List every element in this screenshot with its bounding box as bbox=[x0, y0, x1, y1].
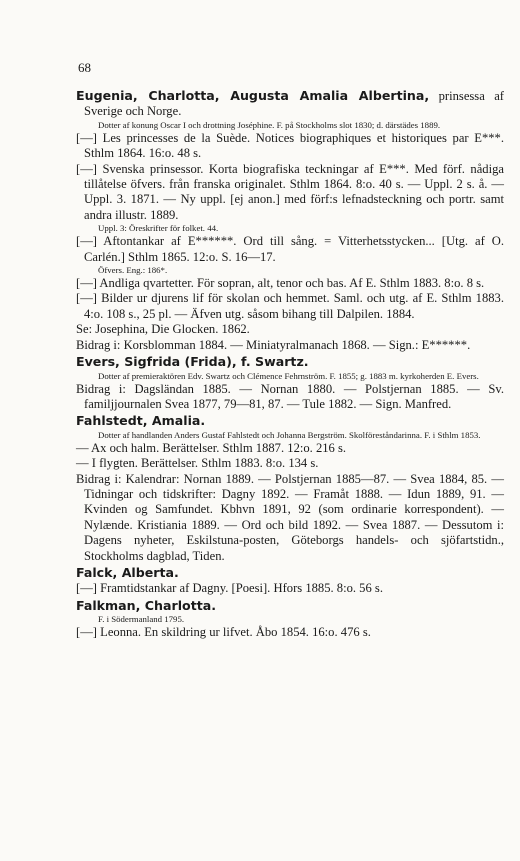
entry-name: Eugenia, Charlotta, Augusta Amalia Albertina, bbox=[76, 88, 430, 103]
entry-heading bbox=[76, 565, 504, 581]
work-item: — I flygten. Berättelser. Sthlm 1883. 8:o. 134 s. bbox=[76, 456, 319, 471]
entry-name: Evers, Sigfrida (Frida), f. Swartz. bbox=[76, 354, 309, 370]
entry-heading bbox=[76, 88, 504, 120]
page-number: 68 bbox=[78, 60, 91, 75]
biographical-note: Dotter af premieraktören Edv. Swartz och Clémence Fehrnström. F. 1855; g. 1883 m. kyrkoherden E. Evers. bbox=[98, 370, 479, 381]
work-item: [—] Leonna. En skildring ur lifvet. Åbo 1854. 16:o. 476 s. bbox=[76, 625, 371, 640]
edition-note: Uppl. 3: Öreskrifter för folket. 44. bbox=[98, 223, 219, 234]
biographical-note: Dotter af konung Oscar I och drottning Joséphine. F. på Stockholms slot 1830; d. därstädes 1889. bbox=[98, 119, 441, 130]
entry-falck bbox=[76, 565, 504, 597]
contributions: Bidrag i: Kalendrar: Nornan 1889. — Polstjernan 1885—87. — Svea 1884, 85. — Tidningar och tidskrifter: Dagny 1892. — Framåt 1888. — Idun 1889, 91. — Kvinden og Samfundet. Kbhvn 1891, 92 (som ordinarie korrespondent). — Nylænde. Kristiania 1889. — Ord och bild 1892. — Svea 1887. — Dessutom i: Dagens nyheter, Eskilstuna-posten, Göteborgs handels- och sjöfartstidn., Stockholms dagblad, Tiden. bbox=[76, 471, 504, 563]
work-item: [—] Andliga qvartetter. För sopran, alt, tenor och bas. Af E. Sthlm 1883. 8:o. 8 s. bbox=[76, 276, 485, 291]
work-item: [—] Les princesses de la Suède. Notices biographiques et historiques par E***. Sthlm 1864. 16:o. 48 s. bbox=[76, 130, 504, 161]
contributions: Bidrag i: Korsblomman 1884. — Miniatyralmanach 1868. — Sign.: E******. bbox=[76, 337, 471, 352]
work-item: [—] Svenska prinsessor. Korta biografiska teckningar af E***. Med förf. nådiga tillåtelse öfvers. från franska originalet. Sthlm 1864. 8:o. 40 s. — Uppl. 2 s. å. — Uppl. 3. 1871. — Ny uppl. [ej anon.] med förf:s lefnadsteckning och portr. samt andra illustr. 1889. bbox=[76, 161, 504, 222]
entry-evers bbox=[76, 354, 504, 412]
entry-title-rest: prinsessa af Sverige och Norge. bbox=[84, 89, 505, 119]
entry-name: Fahlstedt, Amalia. bbox=[76, 413, 206, 429]
biographical-note: F. i Södermanland 1795. bbox=[98, 614, 185, 625]
biographical-note: Dotter af handlanden Anders Gustaf Fahlstedt och Johanna Bergström. Skolföreståndarinna. F. i Sthlm 1853. bbox=[98, 429, 481, 440]
work-item: [—] Bilder ur djurens lif för skolan och hemmet. Saml. och utg. af E. Sthlm 1883. 4:o. 108 s., 25 pl. — Äfven utg. såsom bihang till Dalpilen. 1884. bbox=[76, 291, 504, 321]
entry-fahlstedt bbox=[76, 413, 504, 564]
entry-eugenia bbox=[76, 88, 504, 353]
entry-heading bbox=[76, 354, 504, 370]
entry-name: Falkman, Charlotta. bbox=[76, 597, 217, 613]
entry-heading bbox=[76, 598, 504, 614]
entry-name: Falck, Alberta. bbox=[76, 564, 179, 580]
page-content bbox=[76, 88, 504, 641]
work-item: [—] Framtidstankar af Dagny. [Poesi]. Hfors 1885. 8:o. 56 s. bbox=[76, 581, 383, 596]
work-item: — Ax och halm. Berättelser. Sthlm 1887. 12:o. 216 s. bbox=[76, 440, 347, 455]
work-item: [—] Aftontankar af E******. Ord till sång. = Vitterhetsstycken... [Utg. af O. Carlén.] Sthlm 1865. 12:o. S. 16—17. bbox=[76, 234, 504, 264]
entry-heading bbox=[76, 413, 504, 429]
contributions: Bidrag i: Dagsländan 1885. — Nornan 1880. — Polstjernan 1885. — Sv. familjjournalen Svea 1877, 79—81, 87. — Tule 1882. — Sign. Manfred. bbox=[76, 381, 504, 411]
translation-note: Öfvers. Eng.: 186*. bbox=[98, 265, 168, 276]
see-also: Se: Josephina, Die Glocken. 1862. bbox=[76, 322, 250, 337]
entry-falkman bbox=[76, 598, 504, 641]
